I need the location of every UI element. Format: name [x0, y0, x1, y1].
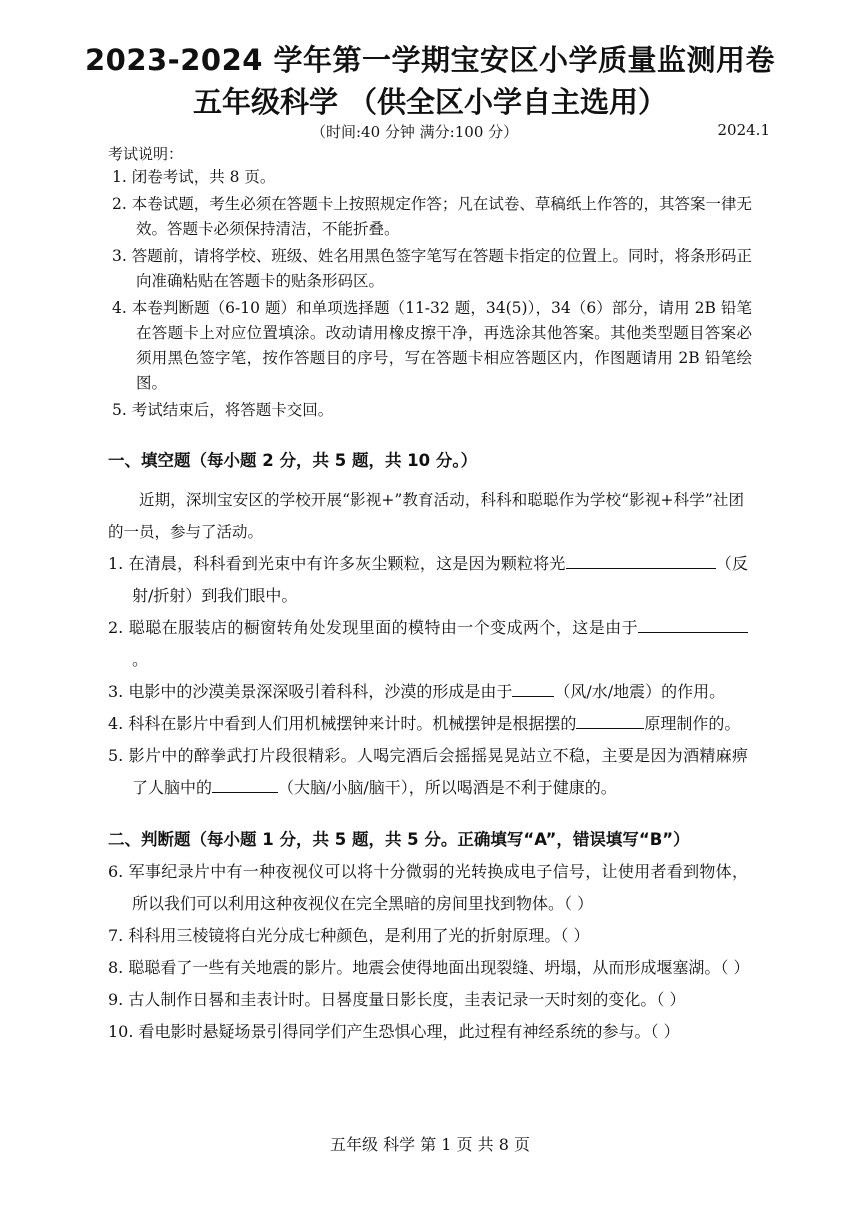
exam-title: 2023-2024 学年第一学期宝安区小学质量监测用卷 [84, 43, 776, 77]
question-text: 2. 聪聪在服装店的橱窗转角处发现里面的模特由一个变成两个，这是由于 [108, 618, 638, 637]
question-text: （风/水/地震）的作用。 [554, 682, 726, 701]
instruction-item: 4. 本卷判断题（6-10 题）和单项选择题（11-32 题，34(5)），34（6）部分，请用 2B 铅笔在答题卡上对应位置填涂。改动请用橡皮擦干净，再选涂其他答案。其他类型题目答案必须用黑色签字笔，按作答题目的序号，写在答题卡相应答题区内，作图题请用 2B 铅笔绘图。 [112, 299, 752, 392]
exam-date: 2024.1 [717, 121, 770, 139]
section1-intro: 近期，深圳宝安区的学校开展“影视+”教育活动，科科和聪聪作为学校“影视+科学”社团的一员，参与了活动。 [108, 491, 744, 541]
question-text: 原理制作的。 [644, 714, 741, 733]
question-5 [108, 740, 748, 804]
instruction-item: 1. 闭卷考试，共 8 页。 [112, 168, 276, 186]
question-text: （大脑/小脑/脑干），所以喝酒是不利于健康的。 [278, 778, 617, 797]
page-footer: 五年级 科学 第 1 页 共 8 页 [330, 1135, 530, 1154]
question-8: 8. 聪聪看了一些有关地震的影片。地震会使得地面出现裂缝、坍塌，从而形成堰塞湖。（ ） [108, 958, 750, 977]
section1-heading: 一、填空题（每小题 2 分，共 5 题，共 10 分。） [108, 451, 478, 470]
question-1 [108, 548, 748, 612]
instructions-list [112, 165, 752, 425]
answer-blank[interactable] [512, 678, 554, 697]
question-3 [108, 676, 748, 708]
section2-heading: 二、判断题（每小题 1 分，共 5 题，共 5 分。正确填写“A”，错误填写“B”） [108, 830, 690, 849]
answer-blank[interactable] [212, 774, 278, 793]
question-7: 7. 科科用三棱镜将白光分成七种颜色，是利用了光的折射原理。（ ） [108, 926, 590, 945]
question-6: 6. 军事纪录片中有一种夜视仪可以将十分微弱的光转换成电子信号，让使用者看到物体，所以我们可以利用这种夜视仪在完全黑暗的房间里找到物体。（ ） [108, 862, 748, 913]
instruction-item: 2. 本卷试题，考生必须在答题卡上按照规定作答；凡在试卷、草稿纸上作答的，其答案一律无效。答题卡必须保持清洁，不能折叠。 [112, 195, 752, 238]
question-10: 10. 看电影时悬疑场景引得同学们产生恐惧心理，此过程有神经系统的参与。（ ） [108, 1022, 680, 1041]
question-text: 4. 科科在影片中看到人们用机械摆钟来计时。机械摆钟是根据摆的 [108, 714, 577, 733]
question-4 [108, 708, 748, 740]
answer-blank[interactable] [566, 550, 716, 569]
question-text: （反射/折射）到我们眼中。 [132, 554, 748, 605]
exam-subtitle: 五年级科学 （供全区小学自主选用） [192, 85, 668, 119]
instructions-heading: 考试说明： [108, 145, 184, 163]
instruction-item: 3. 答题前，请将学校、班级、姓名用黑色签字笔写在答题卡指定的位置上。同时，将条形码正向准确粘贴在答题卡的贴条形码区。 [112, 247, 752, 290]
question-2 [108, 612, 748, 676]
time-info: （时间:40 分钟 满分:100 分） [311, 123, 519, 141]
question-text: 5. 影片中的醉拳武打片段很精彩。人喝完酒后会摇摇晃晃站立不稳，主要是因为酒精麻痹了人脑中的 [108, 746, 748, 797]
fill-in-questions [108, 548, 748, 804]
answer-blank[interactable] [576, 710, 644, 729]
question-text: 。 [132, 650, 149, 669]
true-false-questions [108, 856, 748, 1048]
question-text: 3. 电影中的沙漠美景深深吸引着科科，沙漠的形成是由于 [108, 682, 513, 701]
question-9: 9. 古人制作日晷和圭表计时。日晷度量日影长度，圭表记录一天时刻的变化。（ ） [108, 990, 686, 1009]
instruction-item: 5. 考试结束后，将答题卡交回。 [112, 401, 334, 419]
answer-blank[interactable] [638, 614, 748, 633]
question-text: 1. 在清晨，科科看到光束中有许多灰尘颗粒，这是因为颗粒将光 [108, 554, 566, 573]
